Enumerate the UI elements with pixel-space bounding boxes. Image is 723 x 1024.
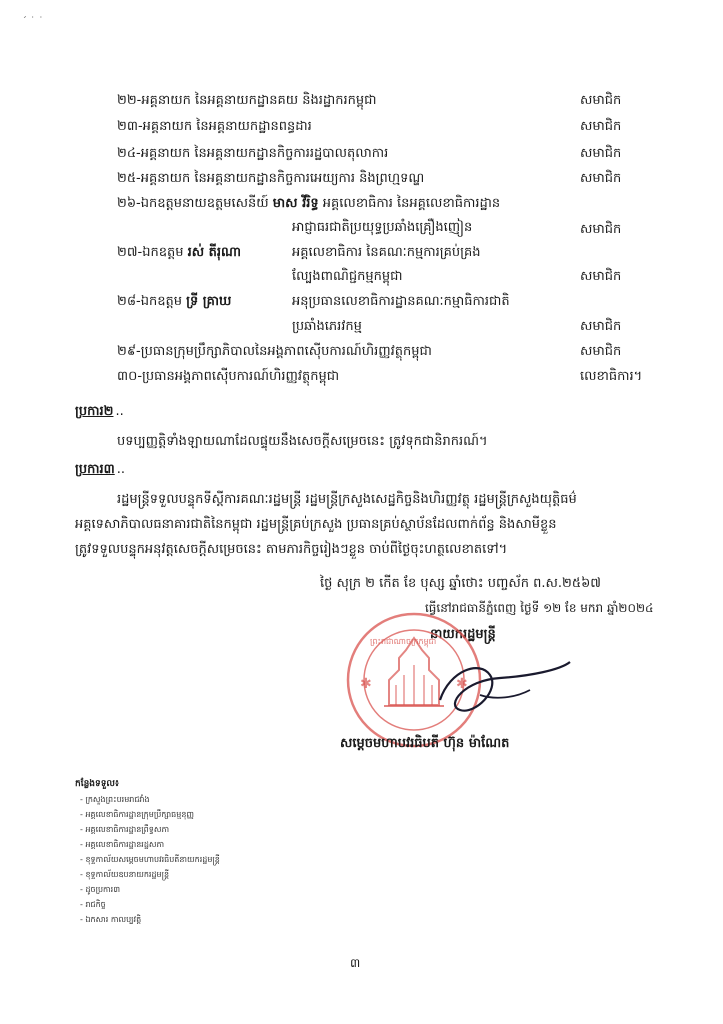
signatory-title: នាយករដ្ឋមន្ត្រី [430, 627, 496, 642]
member-26 [117, 195, 500, 213]
member-26-prefix: ២៦-ឯកឧត្តមនាយឧត្តមសេនីយ៍ [117, 196, 273, 211]
member-30: ៣០-ប្រធានអង្គភាពស៊ើបការណ៍ហិរញ្ញវត្ថុកម្ពុជា [117, 369, 340, 384]
corner-mark: ˊ ˙ ˙ [22, 16, 44, 27]
article-3-line2: អគ្គទេសាភិបាលធនាគារជាតិនៃកម្ពុជា រដ្ឋមន្ត្រីគ្រប់ក្រសួង ប្រធានគ្រប់ស្ថាប័នដែលពាក់ព័ន្ធ និងសាមីខ្លួន [75, 517, 557, 532]
member-25: ២៥-អគ្គនាយក នៃអគ្គនាយកដ្ឋានកិច្ចការអេយ្យការ និងព្រហ្មទណ្ឌ [117, 171, 425, 186]
member-27-line2: ល្បែងពាណិជ្ជកម្មកម្ពុជា [292, 269, 403, 284]
page-number: ៣ [350, 956, 361, 970]
lunar-date: ថ្ងៃ សុក្រ ២ កើត ខែ បុស្ស ឆ្នាំថោះ បញ្ចស័ក ព.ស.២៥៦៧ [320, 576, 601, 591]
role-26: សមាជិក [580, 222, 622, 237]
member-28-line1: អនុប្រធានលេខាធិការដ្ឋានគណៈកម្មាធិការជាតិ [292, 294, 510, 309]
member-23: ២៣-អគ្គនាយក នៃអគ្គនាយកដ្ឋានពន្ធដារ [117, 119, 312, 134]
member-26-name: មាស វីរិទ្ធ [272, 196, 319, 211]
cc-item: - រាជកិច្ច [80, 899, 106, 911]
article-3-dots: .. [116, 462, 126, 477]
cc-item: - ដូចប្រការ៣ [80, 884, 120, 896]
member-27 [117, 244, 241, 262]
cc-item: - ឯកសារ កាលប្បវត្តិ [80, 914, 141, 926]
role-28: សមាជិក [580, 319, 622, 334]
cc-item: - អគ្គលេខាធិការដ្ឋានព្រឹទ្ធសភា [80, 824, 169, 836]
member-28 [117, 293, 231, 311]
cc-item: - ក្រសួងព្រះបរមរាជវាំង [80, 794, 150, 806]
signatory-name: សម្ដេចមហាបវរធិបតី ហ៊ុន ម៉ាណែត [340, 736, 510, 751]
member-27-name: រស់ តីរុណា [187, 245, 241, 260]
solar-date: ធ្វើនៅរាជធានីភ្នំពេញ ថ្ងៃទី ១២ ខែ មករា ឆ្នាំ២០២៤ [425, 601, 654, 615]
article-2-title: ប្រការ២ [75, 404, 114, 419]
svg-text:✱: ✱ [360, 676, 372, 692]
article-3-heading [75, 461, 125, 480]
svg-text:✱: ✱ [456, 676, 468, 692]
role-22: សមាជិក [580, 93, 622, 108]
article-2-heading [75, 403, 124, 422]
role-24: សមាជិក [580, 146, 622, 161]
member-28-line2: ប្រឆាំងភេរវកម្ម [292, 319, 362, 334]
handwritten-signature [420, 640, 580, 730]
article-3-title: ប្រការ៣ [75, 462, 115, 477]
member-26-suffix: អគ្គលេខាធិការ នៃអគ្គលេខាធិការដ្ឋាន [318, 196, 501, 211]
member-24: ២៤-អគ្គនាយក នៃអគ្គនាយកដ្ឋានកិច្ចការរដ្ឋបាលតុលាការ [117, 146, 389, 161]
role-29: សមាជិក [580, 344, 622, 359]
role-23: សមាជិក [580, 119, 622, 134]
seal-text: ព្រះរាជាណាចក្រកម្ពុជា [370, 637, 437, 646]
article-2-dots: .. [115, 404, 124, 419]
cc-item: - ខុទ្ទកាល័យសម្ដេចមហាបវរធិបតីនាយករដ្ឋមន្ត្រី [80, 854, 220, 866]
cc-item: - ខុទ្ទកាល័យឧបនាយករដ្ឋមន្ត្រី [80, 869, 169, 881]
member-22: ២២-អគ្គនាយក នៃអគ្គនាយកដ្ឋានគយ និងរដ្ឋាករកម្ពុជា [117, 93, 377, 108]
member-27-prefix: ២៧-ឯកឧត្តម [117, 245, 188, 260]
member-26-line2: អាជ្ញាធរជាតិប្រយុទ្ធប្រឆាំងគ្រឿងញៀន [292, 220, 473, 235]
article-2-body: បទប្បញ្ញត្តិទាំងឡាយណាដែលផ្ទុយនឹងសេចក្ដីសម្រេចនេះ ត្រូវទុកជានិរាករណ៍។ [117, 434, 488, 449]
role-30: លេខាធិការ។ [580, 369, 643, 384]
cc-item: - អគ្គលេខាធិការដ្ឋានរដ្ឋសភា [80, 839, 164, 851]
article-3-line1: រដ្ឋមន្ត្រីទទួលបន្ទុកទីស្ដីការគណៈរដ្ឋមន្ត្រី រដ្ឋមន្ត្រីក្រសួងសេដ្ឋកិច្ចនិងហិរញ្ញវត្ថុ រដ្ឋមន្ត្រីក្រសួងយុត្តិធម៌ [117, 492, 577, 507]
role-27: សមាជិក [580, 269, 622, 284]
member-28-prefix: ២៨-ឯកឧត្តម [117, 294, 187, 309]
role-25: សមាជិក [580, 171, 622, 186]
member-28-name: ទ្រី គ្រាឃ [186, 294, 232, 309]
cc-item: - អគ្គលេខាធិការដ្ឋានក្រុមប្រឹក្សាធម្មនុញ្ញ [80, 809, 194, 821]
member-29: ២៩-ប្រធានក្រុមប្រឹក្សាភិបាលនៃអង្គភាពស៊ើបការណ៍ហិរញ្ញវត្ថុកម្ពុជា [117, 344, 432, 359]
article-3-line3: ត្រូវទទួលបន្ទុកអនុវត្តសេចក្ដីសម្រេចនេះ តាមភារកិច្ចរៀងៗខ្លួន ចាប់ពីថ្ងៃចុះហត្ថលេខាតទៅ។ [75, 542, 508, 557]
cc-title: កន្លែងទទួល៖ [75, 779, 119, 789]
member-27-line1: អគ្គលេខាធិការ នៃគណៈកម្មការគ្រប់គ្រង [292, 245, 481, 260]
